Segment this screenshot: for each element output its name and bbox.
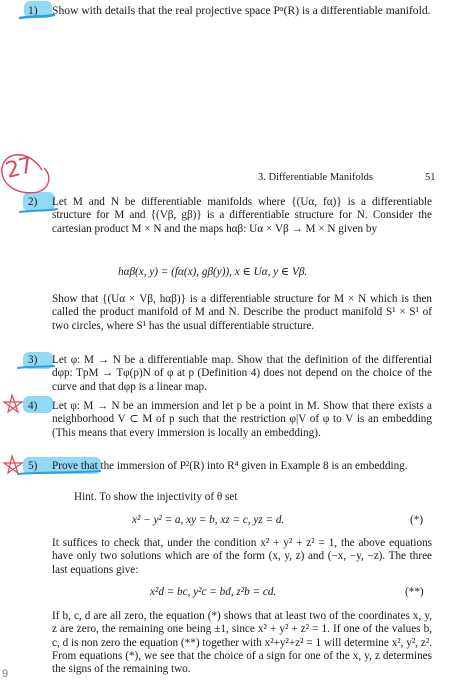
problem-5 (28, 460, 432, 473)
problem-text: Let φ: M → N be an immersion and let p be a point in M. Show that there exists a neighborhood V ⊂ M of p such that the restriction φ|V of φ to V is an embedding (This means that every immersion is locally an embedding). (52, 400, 432, 439)
problem-3 (28, 354, 432, 394)
problem-text: Prove that the immersion of P²(R) into R⁴ given in Example 8 is an embedding. (52, 460, 408, 472)
equation-double-star: x²d = bc, y²c = bd, z²b = cd. (150, 586, 277, 598)
problem-number: 4) (28, 400, 38, 412)
question-number: 1) (28, 4, 38, 17)
running-head: 3. Differentiable Manifolds (258, 172, 373, 183)
equation-tag-double-star: (**) (405, 586, 424, 598)
hint-line: Hint. To show the injectivity of θ set (74, 491, 238, 503)
hint-paragraph-1: It suffices to check that, under the condition x² + y² + z² = 1, the above equations have only two solutions which are of the form (x, y, z) and (−x, −y, −z). The three last equations give: (52, 537, 432, 576)
problem-4 (28, 400, 432, 440)
handwritten-page-note: 27 (3, 153, 35, 184)
problem-text: Let φ: M → N be a differentiable map. Show that the definition of the differential dφp: TpM → Tφ(p)N of φ at p (Definition 4) does not depend on the choice of the curve and that dφp is a linear map. (52, 354, 432, 393)
problem-2 (28, 196, 432, 236)
hint-paragraph-2: If b, c, d are all zero, the equation (*) shows that at least two of the coordinates x, y, z are zero, the remaining one being ±1, since x² + y² + z² = 1. If one of the values b, c, d is non zero the equation (**) together with x²+y²+z² = 1 will determine x², y², z². From equations (*), we see that the choice of a sign for one of the x, y, z determines the signs of the remaining two. (52, 610, 432, 676)
red-star-icon (4, 456, 22, 473)
equation-star: x² − y² = a, xy = b, xz = c, yz = d. (132, 514, 285, 526)
red-circle-icon (2, 155, 49, 193)
problem-2-continuation: Show that {(Uα × Vβ, hαβ)} is a differentiable structure for M × N which is then called the product manifold of M and N. Describe the product manifold S¹ × S¹ of two circles, where S¹ has the usual differentiable structure. (52, 293, 432, 332)
problem-text: Let M and N be differentiable manifolds where {(Uα, fα)} is a differentiable structure for M and {(Vβ, gβ)} is a differentiable structure for N. Consider the cartesian product M × N and the maps hαβ: Uα × Vβ → M × N given by (52, 196, 432, 235)
equation-h-alpha-beta: hαβ(x, y) = (fα(x), gβ(y)), x ∈ Uα, y ∈ Vβ. (118, 266, 308, 278)
problem-number: 2) (28, 196, 38, 208)
question-text: Show with details that the real projective space Pⁿ(R) is a differentiable manifold. (52, 4, 431, 17)
red-star-icon (4, 395, 22, 412)
page-number: 51 (425, 172, 436, 183)
problem-number: 3) (28, 354, 38, 366)
margin-number: 9 (2, 668, 9, 680)
equation-tag-star: (*) (410, 514, 424, 526)
problem-number: 5) (28, 460, 38, 472)
